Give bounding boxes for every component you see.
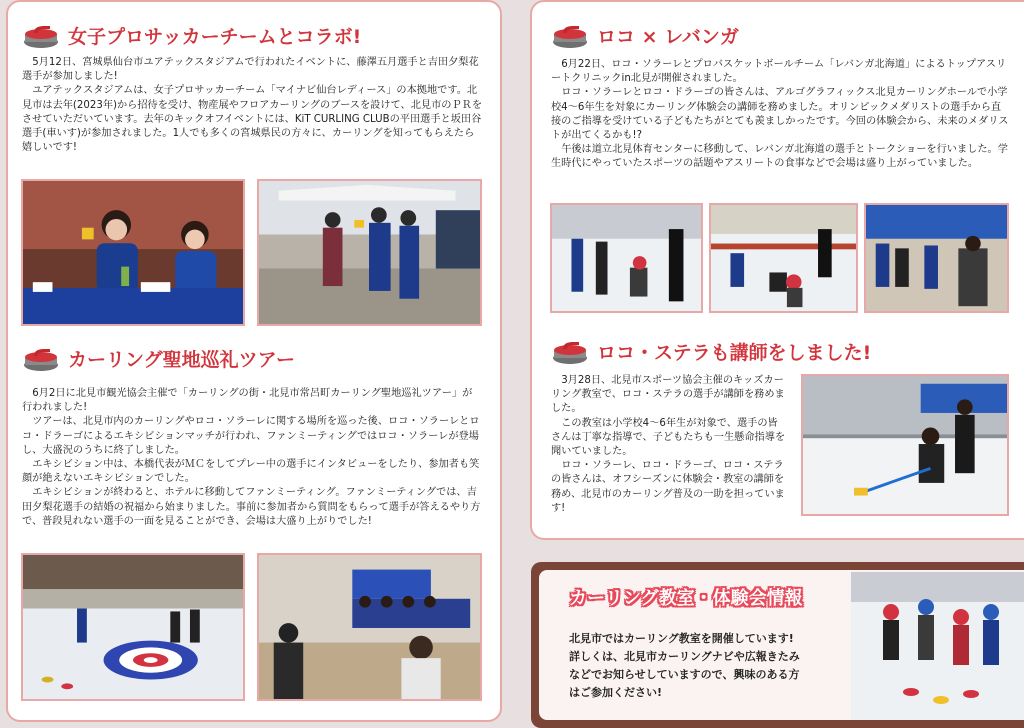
info-title: カーリング教室・体験会情報 [569,588,803,609]
paragraph: 6月22日、ロコ・ソラーレとプロバスケットボールチーム「レバンガ北海道」によるトップアスリートクリニックin北見が開催されました。 [551,59,1007,85]
photo-kids-curling [851,572,1024,720]
section-title-text: ロコ × レバンガ [597,26,739,48]
info-line: などでお知らせしていますので、興味のある方 [569,668,800,681]
section-title-text: 女子プロサッカーチームとコラボ! [68,26,362,48]
stella-body [551,374,787,516]
collab-body [22,56,482,155]
photo-clinic-kids [709,203,858,313]
curling-stone-icon [22,23,60,49]
info-box [531,562,1024,728]
photo-exhibition-ice [21,553,245,701]
photo-event-booth [257,179,482,326]
info-line: はご参加ください! [569,686,663,699]
curling-stone-icon [551,339,589,365]
info-line: 詳しくは、北見市カーリングナビや広報きたみ [569,650,800,663]
section-title-levanga [551,22,739,49]
photo-fan-meeting [257,553,482,701]
info-text [569,630,819,702]
section-title-text: ロコ・ステラも講師をしました! [597,342,872,364]
section-title-text: カーリング聖地巡礼ツアー [68,349,296,371]
levanga-body [551,58,1011,172]
tour-body [22,387,482,529]
curling-stone-icon [551,23,589,49]
paragraph: ロコ・ソラーレとロコ・ドラーゴの皆さんは、アルゴグラフィックス北見カーリングホールで小学校4～6年生を対象にカーリング体験会の講師を務めました。オリンピックメダリストの選手から直接のご指導を受けている子どもたちがとても羨ましかったです。今回の体験会から、未来のメダリストが出てくるかも!? [551,87,1009,142]
paragraph: エキシビション中は、本橋代表がＭＣをしてプレー中の選手にインタビューをしたり、参加者も笑顔が絶えないエキシビションでした。 [22,459,480,485]
curling-stone-icon [22,346,60,372]
paragraph: 3月28日、北見市スポーツ協会主催のキッズカーリング教室で、ロコ・ステラの選手が講師を務めました。 [551,375,785,415]
photo-talk-show [864,203,1009,313]
info-line: 北見市ではカーリング教室を開催しています! [569,632,794,645]
photo-clinic-ice [550,203,703,313]
paragraph: この教室は小学校4～6年生が対象で、選手の皆さんは丁寧な指導で、子どもたちも一生懸命指導を聞いていました。 [551,417,786,458]
paragraph: エキシビションが終わると、ホテルに移動してファンミーティング。ファンミーティングでは、吉田夕梨花選手の結婚の祝福から始まりました。事前に参加者から質問をもらって選手が答えるやり方で、普段見れない選手の一面を見ることができ、会場は大盛り上がりでした! [22,487,481,527]
paragraph: 午後は道立北見体育センターに移動して、レバンガ北海道の選手とトークショーを行いました。学生時代にやっていたスポーツの話題やアスリートの食事などで会場は盛り上がっていました。 [551,144,1008,170]
paragraph: ロコ・ソラーレ、ロコ・ドラーゴ、ロコ・ステラの皆さんは、オフシーズンに体験会・教室の講師を務め、北見市のカーリング普及の一助を担っています! [551,460,785,514]
paragraph: 5月12日、宮城県仙台市ユアテックスタジアムで行われたイベントに、藤澤五月選手と吉田夕梨花選手が参加しました! [22,57,479,83]
section-title-collab [22,22,361,49]
section-title-stella [551,338,871,365]
photo-players-booth [21,179,245,326]
paragraph: 6月2日に北見市観光協会主催で「カーリングの街・北見市常呂町カーリング聖地巡礼ツアー」が行われました! [22,388,473,414]
paragraph: ツアーは、北見市内のカーリングやロコ・ソラーレに関する場所を巡った後、ロコ・ソラーレとロコ・ドラーゴによるエキシビションマッチが行われ、ファンミーティングではロコ・ソラーレが登場し、大盛況のうちに終了しました。 [22,416,480,456]
photo-stella-class [801,374,1009,516]
section-title-tour [22,345,295,372]
paragraph: ユアテックスタジアムは、女子プロサッカーチーム「マイナビ仙台レディース」の本拠地です。北見市は去年(2023年)から招待を受け、物産展やフロアカーリングのブースを設けて、北見市のＰＲをさせていただいています。去年のキックオフイベントには、KiT CURLING CLUBの平田選手と坂田谷選手(車いす)が参加されました。1人でも多くの宮城県民の方々に、カーリングを知ってもらえたら嬉しいです! [22,85,483,154]
